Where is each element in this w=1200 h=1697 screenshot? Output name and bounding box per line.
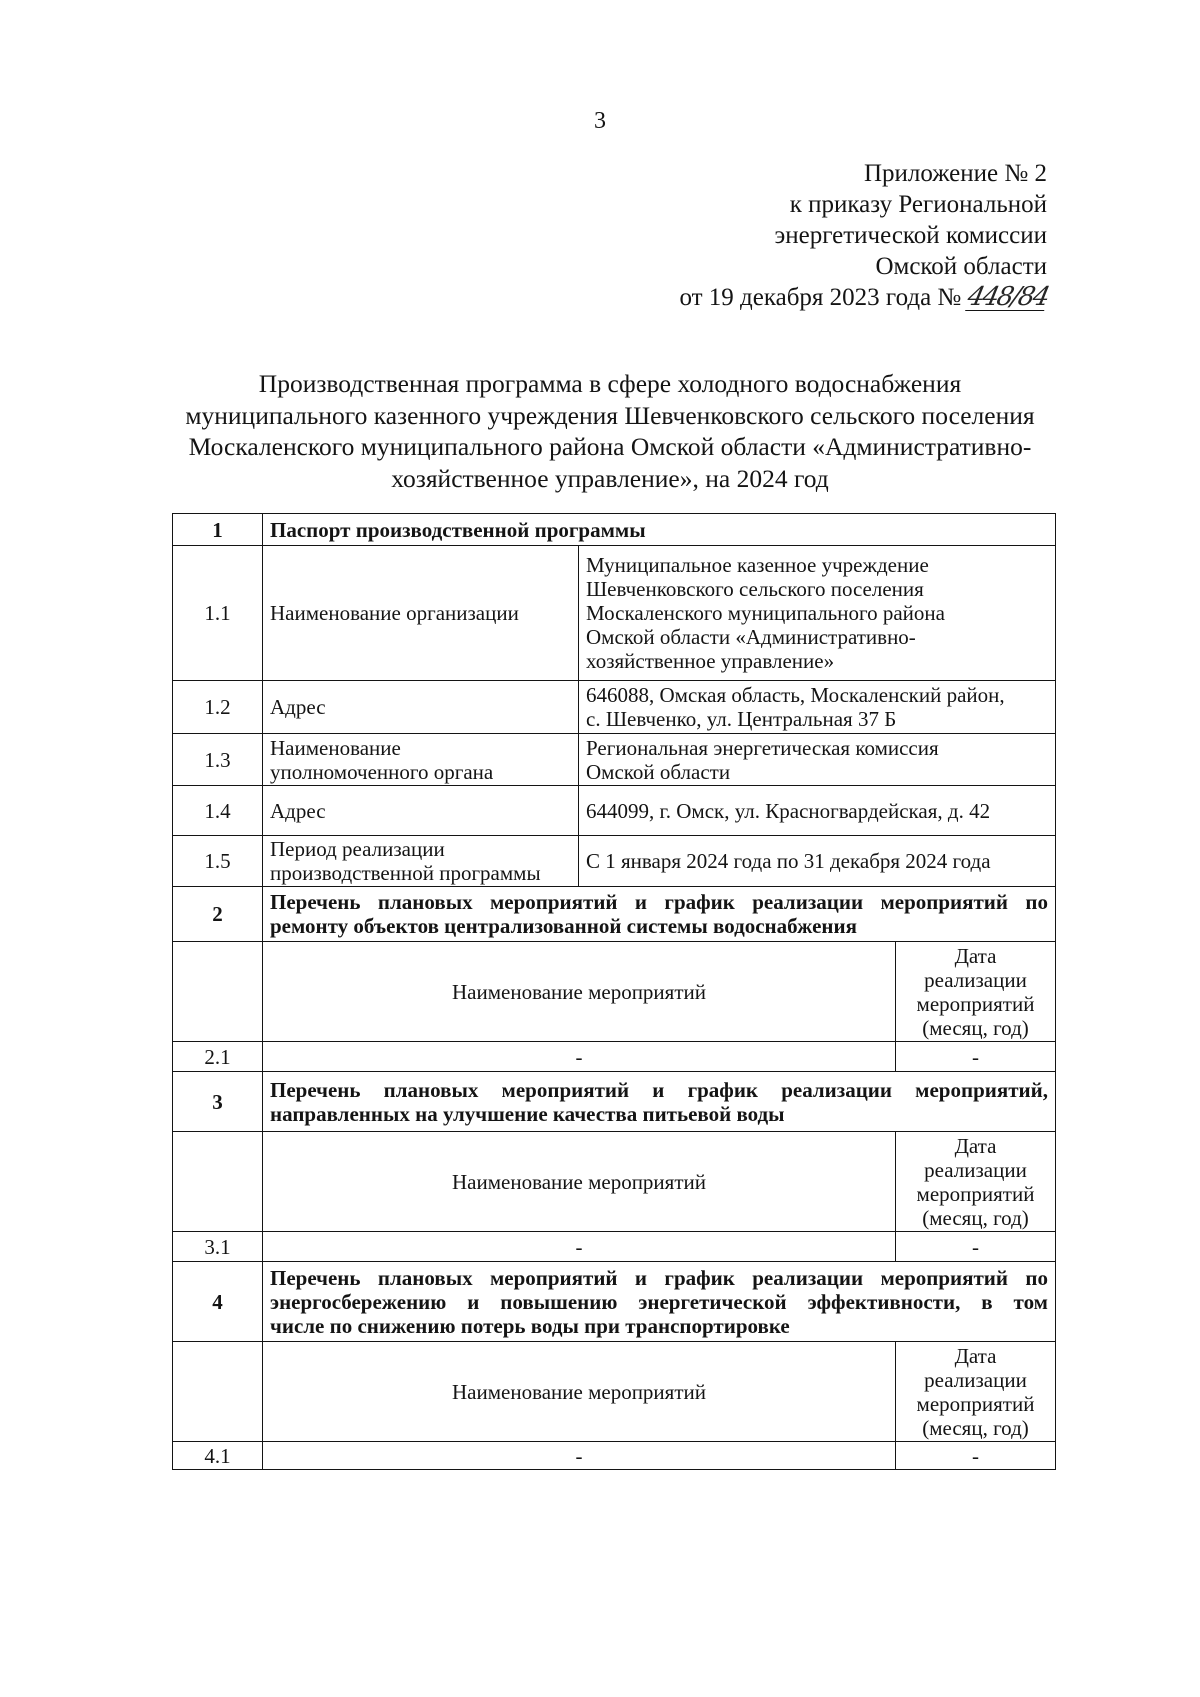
heading-line: Перечень плановых мероприятий и график реализации мероприятий, [270,1077,1048,1102]
label-line: Период реализации [270,837,445,861]
column-header-name: Наименование мероприятий [263,942,896,1042]
row-value [579,734,1056,786]
table-row [173,1442,1056,1470]
passport-row [173,546,1056,681]
row-label [263,681,579,734]
row-label [263,734,579,786]
empty-number-cell [173,1132,263,1232]
section-number: 4 [173,1262,263,1342]
date-header-line: реализации [924,967,1027,992]
section-heading [263,887,1056,942]
title-line: Москаленского муниципального района Омской области «Административно- [188,432,1032,461]
value-line: 646088, Омская область, Москаленский район, [586,683,1005,707]
activity-name: - [263,1232,896,1262]
section-heading [263,1262,1056,1342]
row-label [263,546,579,681]
table-row [173,1232,1056,1262]
row-value [579,786,1056,836]
heading-line: числе по снижению потерь воды при транспортировке [270,1313,790,1338]
heading-line: энергосбережению и повышению энергетической эффективности, в том [270,1289,1048,1314]
value-line: Региональная энергетическая комиссия [586,735,939,760]
heading-line: Перечень плановых мероприятий и график реализации мероприятий по [270,1265,1048,1290]
empty-number-cell [173,1342,263,1442]
column-header-row [173,1342,1056,1442]
appendix-line: к приказу Региональной [789,191,1047,218]
column-header-row [173,1132,1056,1232]
activity-name: - [263,1442,896,1470]
row-number: 1.1 [173,546,263,681]
section-number: 1 [173,514,263,546]
date-header-line: Дата [954,1343,997,1368]
value-line: Шевченковского сельского поселения [586,577,924,601]
section-number: 3 [173,1072,263,1132]
value-line: хозяйственное управление» [586,649,835,673]
value-line: Москаленского муниципального района [586,601,945,625]
passport-heading-row [173,514,1056,546]
date-header-line: (месяц, год) [922,1415,1029,1440]
appendix-line: Омской области [875,253,1047,280]
activity-date: - [896,1232,1056,1262]
label-line: производственной программы [270,861,541,885]
row-number: 4.1 [173,1442,263,1470]
empty-number-cell [173,942,263,1042]
date-header-line: реализации [924,1157,1027,1182]
activity-date: - [896,1442,1056,1470]
title-line: Производственная программа в сфере холодного водоснабжения [258,369,962,398]
label-line: Наименование [270,735,401,760]
value-line: с. Шевченко, ул. Центральная 37 Б [586,707,897,731]
date-header-line: реализации [924,1367,1027,1392]
section-heading-row [173,887,1056,942]
date-header-line: мероприятий [916,991,1035,1016]
column-header-row [173,942,1056,1042]
section-heading-row [173,1262,1056,1342]
date-header-line: Дата [954,1133,997,1158]
document-title [150,368,1070,494]
table-row [173,1042,1056,1072]
column-header-date [896,1132,1056,1232]
value-line: С 1 января 2024 года по 31 декабря 2024 года [586,849,991,873]
heading-line: ремонту объектов централизованной системы водоснабжения [270,914,857,938]
column-header-name: Наименование мероприятий [263,1342,896,1442]
row-number: 3.1 [173,1232,263,1262]
column-header-date [896,942,1056,1042]
row-number: 1.5 [173,836,263,887]
appendix-line: Приложение № 2 [863,160,1047,187]
label-line: уполномоченного органа [270,759,494,784]
section-number: 2 [173,887,263,942]
row-value [579,836,1056,887]
activity-date: - [896,1042,1056,1072]
page-number: 3 [594,108,606,134]
label-line: Адрес [270,695,326,719]
title-line: хозяйственное управление», на 2024 год [391,463,829,493]
row-label [263,836,579,887]
row-number: 1.4 [173,786,263,836]
activity-name: - [263,1042,896,1072]
date-header-line: мероприятий [916,1391,1035,1416]
passport-row [173,786,1056,836]
row-value [579,681,1056,734]
value-line: Муниципальное казенное учреждение [586,553,929,577]
passport-row [173,734,1056,786]
row-number: 1.2 [173,681,263,734]
row-label [263,786,579,836]
program-table [172,513,1056,1470]
handwritten-order-number: 448/84 [964,282,1051,312]
column-header-name: Наименование мероприятий [263,1132,896,1232]
passport-row [173,836,1056,887]
row-number: 2.1 [173,1042,263,1072]
date-header-line: мероприятий [916,1181,1035,1206]
section-heading: Паспорт производственной программы [263,514,1056,546]
title-line: муниципального казенного учреждения Шевченковского сельского поселения [185,400,1035,430]
passport-row [173,681,1056,734]
appendix-line: энергетической комиссии [774,222,1047,249]
section-heading-row [173,1072,1056,1132]
order-date-line [679,282,1051,313]
order-prefix: от 19 декабря 2023 года № [679,284,962,311]
appendix-header [679,158,1051,313]
label-line: Наименование организации [270,601,519,625]
column-header-date [896,1342,1056,1442]
row-value [579,546,1056,681]
date-header-line: Дата [954,943,997,968]
heading-line: направленных на улучшение качества питьевой воды [270,1101,785,1126]
value-line: Омской области «Административно- [586,625,916,649]
row-number: 1.3 [173,734,263,786]
label-line: Адрес [270,798,326,823]
value-line: Омской области [586,759,731,784]
value-line: 644099, г. Омск, ул. Красногвардейская, д. 42 [586,798,991,823]
date-header-line: (месяц, год) [922,1205,1029,1230]
section-heading [263,1072,1056,1132]
date-header-line: (месяц, год) [922,1015,1029,1040]
heading-line: Перечень плановых мероприятий и график реализации мероприятий по [270,890,1048,914]
